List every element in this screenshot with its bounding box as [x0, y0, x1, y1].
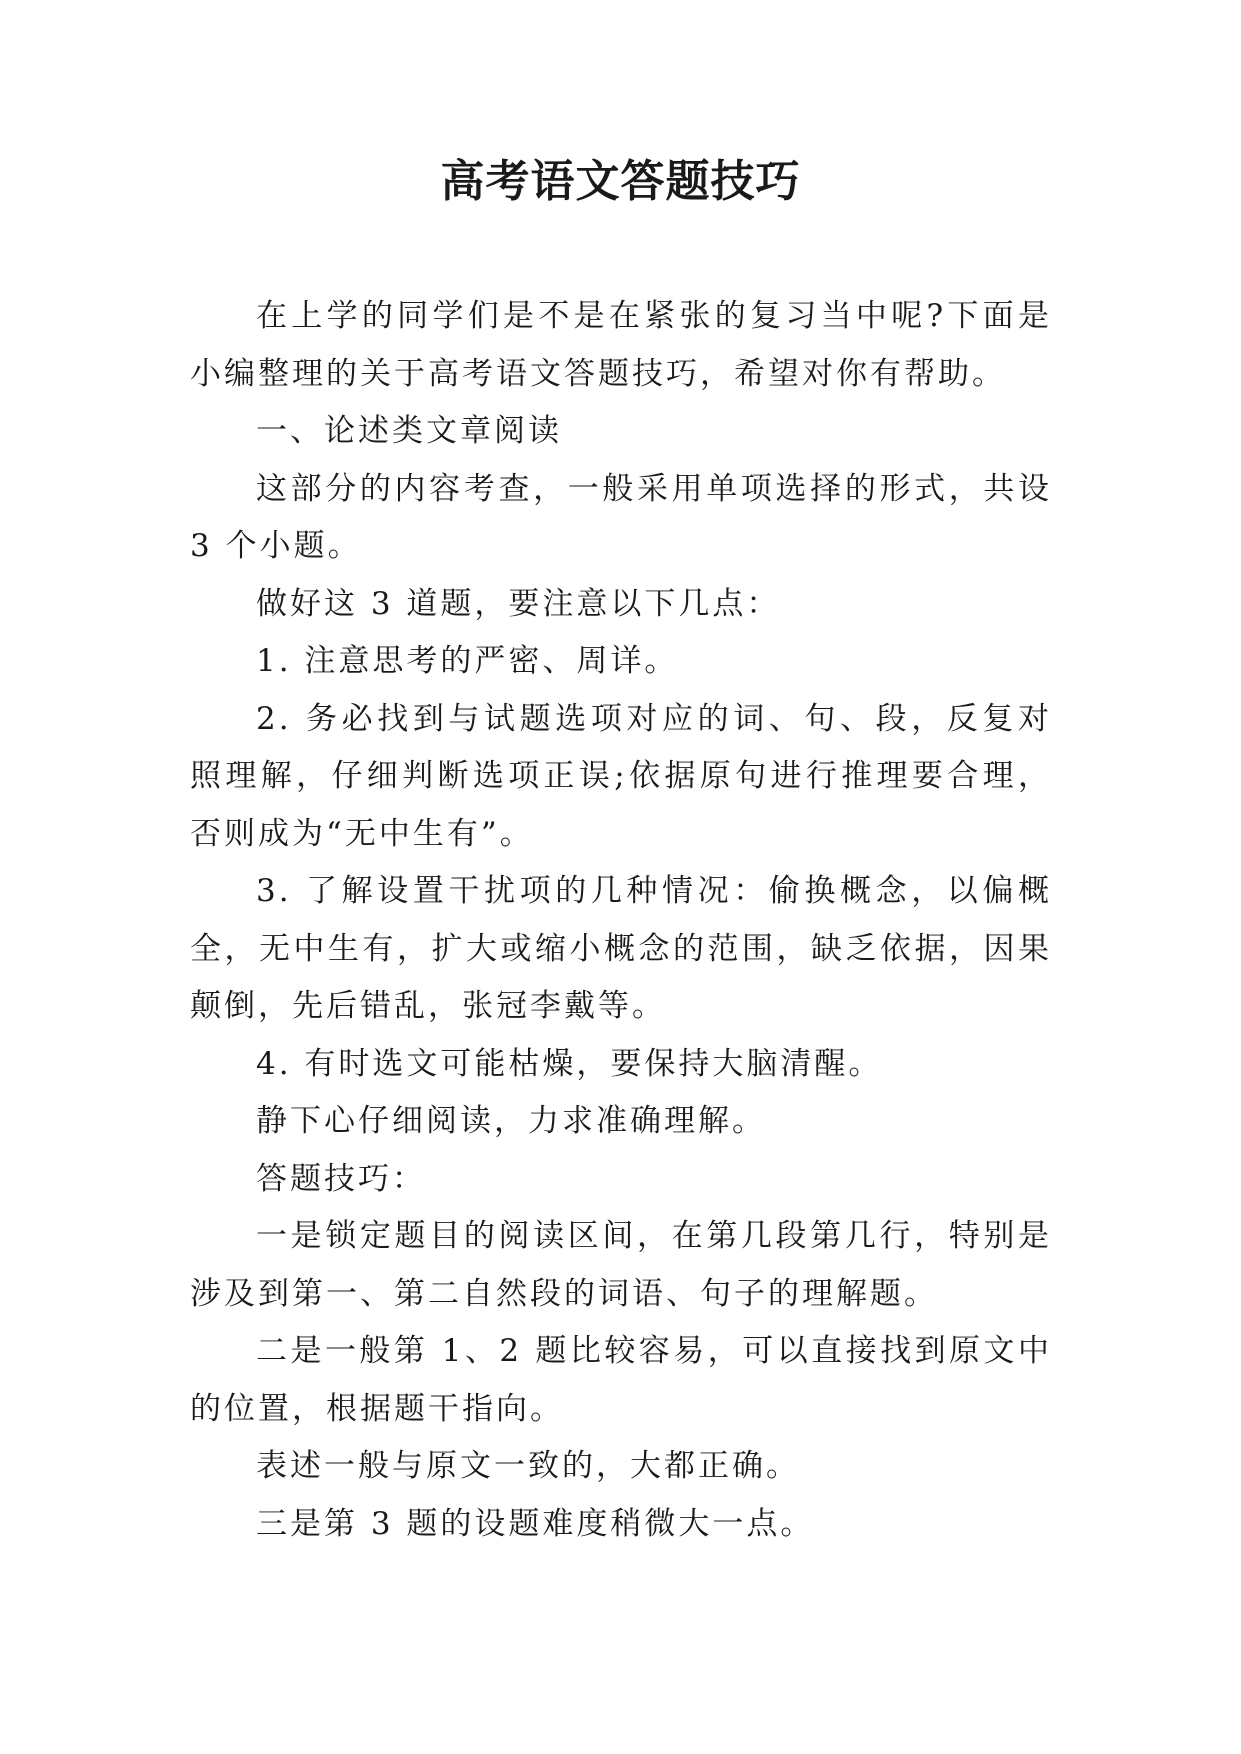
paragraph: 静下心仔细阅读，力求准确理解。 — [256, 1103, 766, 1139]
paragraph-intro: 在上学的同学们是不是在紧张的复习当中呢?下面是小编整理的关于高考语文答题技巧，希望对你有帮助。 — [190, 298, 1052, 392]
list-item: 2. 务必找到与试题选项对应的词、句、段，反复对照理解，仔细判断选项正误;依据原句进行推理要合理，否则成为“无中生有”。 — [190, 700, 1052, 852]
paragraph: 三是第 3 题的设题难度稍微大一点。 — [256, 1505, 815, 1542]
paragraph: 这部分的内容考查，一般采用单项选择的形式，共设 3 个小题。 — [190, 470, 1052, 564]
paragraph: 表述一般与原文一致的，大都正确。 — [256, 1448, 800, 1484]
list-item: 1. 注意思考的严密、周详。 — [256, 643, 679, 679]
section-heading: 一、论述类文章阅读 — [256, 413, 562, 449]
paragraph: 一是锁定题目的阅读区间，在第几段第几行，特别是涉及到第一、第二自然段的词语、句子的理解题。 — [190, 1218, 1052, 1312]
paragraph: 二是一般第 1、2 题比较容易，可以直接找到原文中的位置，根据题干指向。 — [190, 1333, 1052, 1427]
paragraph: 做好这 3 道题，要注意以下几点： — [256, 585, 781, 622]
page-title: 高考语文答题技巧 — [440, 156, 801, 207]
list-item: 3. 了解设置干扰项的几种情况：偷换概念，以偏概全，无中生有，扩大或缩小概念的范围，缺乏依据，因果颠倒，先后错乱，张冠李戴等。 — [190, 873, 1052, 1024]
paragraph: 答题技巧： — [256, 1160, 426, 1197]
document-body — [190, 288, 1052, 1553]
list-item: 4. 有时选文可能枯燥，要保持大脑清醒。 — [256, 1045, 883, 1082]
